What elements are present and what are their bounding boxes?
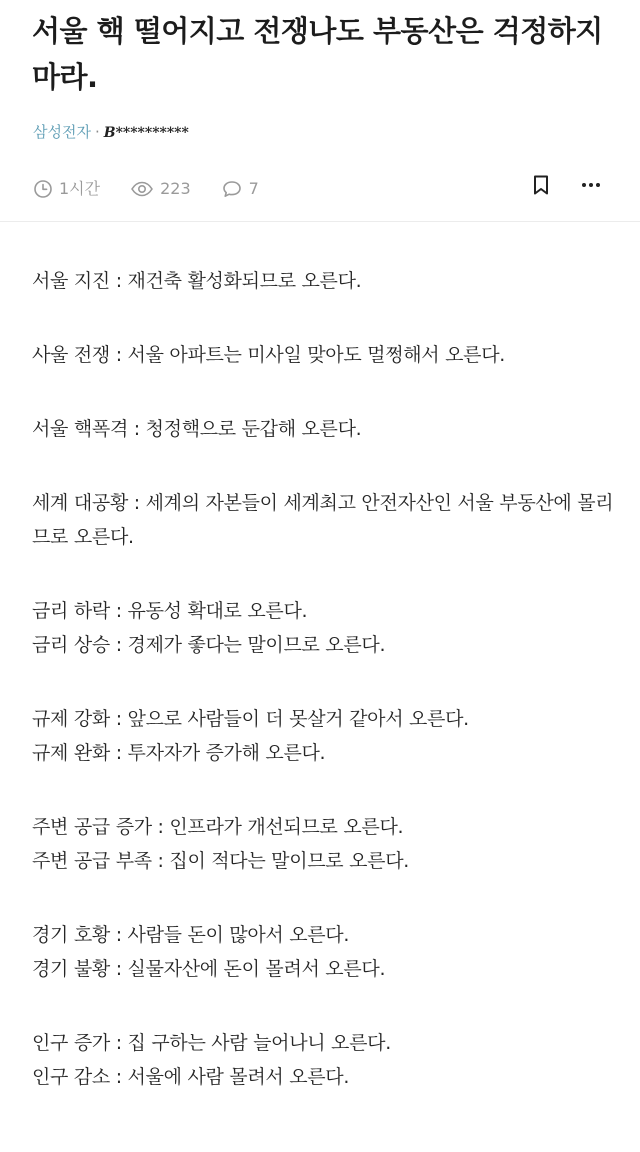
body-line: 인구 증가 : 집 구하는 사람 늘어나니 오른다.: [32, 1032, 391, 1054]
meta-separator: ·: [94, 123, 100, 141]
body-line: 경기 호황 : 사람들 돈이 많아서 오른다.: [32, 924, 350, 946]
paragraph: [32, 338, 617, 372]
body-line: 세계 대공황 : 세계의 자본들이 세계최고 안전자산인 서울 부동산에 몰리므로 오른다.: [32, 492, 614, 548]
views-count: 223: [160, 179, 191, 198]
body-line: 사울 전쟁 : 서울 아파트는 미사일 맞아도 멀쩡해서 오른다.: [32, 344, 506, 366]
post-title: 서울 핵 떨어지고 전쟁나도 부동산은 걱정하지 마라.: [32, 14, 603, 94]
bookmark-button[interactable]: [526, 172, 556, 198]
post-stats: [33, 176, 289, 202]
body-line: 서울 지진 : 재건축 활성화되므로 오른다.: [32, 270, 362, 292]
author-name: B**********: [103, 125, 189, 141]
body-line: 인구 감소 : 서울에 사람 몰려서 오른다.: [32, 1066, 350, 1088]
comments-stat[interactable]: [221, 178, 259, 200]
post-actions: [526, 172, 606, 198]
body-line: 규제 완화 : 투자자가 증가해 오른다.: [32, 742, 326, 764]
time-stat: [33, 178, 100, 200]
clock-icon: [33, 179, 53, 199]
paragraph: [32, 918, 617, 986]
body-line: 금리 하락 : 유동성 확대로 오른다.: [32, 600, 308, 622]
body-line: 서울 핵폭격 : 청정핵으로 둔갑해 오른다.: [32, 418, 362, 440]
comments-count: 7: [248, 179, 259, 198]
paragraph: [32, 810, 617, 878]
time-text: 1시간: [59, 179, 101, 198]
company-link[interactable]: 삼성전자: [33, 123, 91, 141]
body-line: 경기 불황 : 실물자산에 돈이 몰려서 오른다.: [32, 958, 386, 980]
paragraph: [32, 594, 617, 662]
more-dots-icon: [581, 182, 601, 188]
more-button[interactable]: [576, 172, 606, 198]
post-header: [0, 0, 640, 222]
paragraph: [32, 412, 617, 446]
body-line: 규제 강화 : 앞으로 사람들이 더 못살거 같아서 오른다.: [32, 708, 469, 730]
bookmark-icon: [532, 174, 550, 196]
paragraph: [32, 702, 617, 770]
post-body: [32, 264, 617, 1134]
paragraph: [32, 486, 617, 554]
paragraph: [32, 1026, 617, 1094]
body-line: 주변 공급 부족 : 집이 적다는 말이므로 오른다.: [32, 850, 409, 872]
body-line: 금리 상승 : 경제가 좋다는 말이므로 오른다.: [32, 634, 386, 656]
speech-bubble-icon: [221, 179, 243, 199]
views-stat: [130, 178, 191, 200]
author-meta: [33, 121, 189, 144]
body-line: 주변 공급 증가 : 인프라가 개선되므로 오른다.: [32, 816, 404, 838]
paragraph: [32, 264, 617, 298]
eye-icon: [130, 179, 154, 199]
